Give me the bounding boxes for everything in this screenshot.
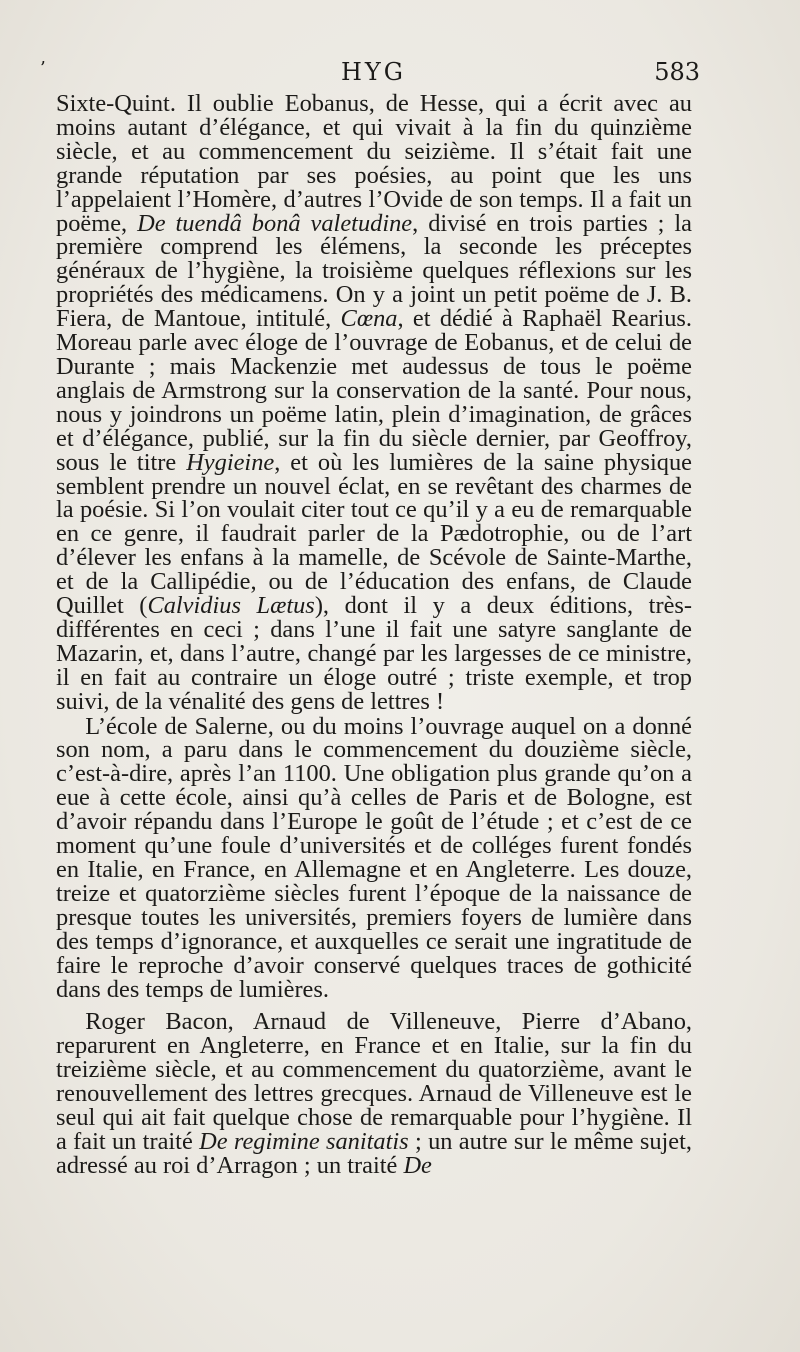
paragraph — [56, 92, 692, 714]
page-number: 583 — [654, 58, 700, 86]
text-run: Sixte-Quint. Il oublie Eobanus, de Hesse, qui a écrit avec au moins autant d’élégance, et qui vivait à la fin du quinzième siècle, et au commencement du seizième. Il s’était fait une grande réputation par ses poésies, au point que les uns l’appelaient l’Homère, d’autres l’Ovide de son temps. Il a fait un poëme, — [56, 90, 692, 237]
italic-title: De tuendâ bonâ valetudine — [137, 209, 413, 237]
italic-title: Hygieine — [186, 448, 275, 476]
paragraph — [56, 1010, 692, 1177]
text-run: Roger Bacon, Arnaud de Villeneuve, Pierre d’Abano, reparurent en Angleterre, en France et en Italie, sur la fin du treizième siècle, et au commencement du quatorzième, avant le renouvellement des lettres grecques. Arnaud de Villeneuve est le seul qui ait fait quelque chose de remarquable pour l’hygiène. Il a fait un traité — [56, 1008, 692, 1155]
paragraph — [56, 712, 692, 1003]
text-run: , et où les lumières de la saine physique semblent prendre un nouvel éclat, en se revêtant des charmes de la poésie. Si l’on voulait citer tout ce qu’il y a eu de remarquable en ce genre, il faudrait parler de la Pædotrophie, ou de l’art d’élever les enfans à la mamelle, de Scévole de Sainte-Marthe, et de la Callipédie, ou de l’éducation des enfans, de Claude Quillet ( — [56, 448, 692, 620]
italic-title: De — [403, 1151, 432, 1179]
text-run: , divisé en trois parties ; la première comprend les élémens, la seconde les préceptes généraux de l’hygiène, la troisième quelques réflexions sur les propriétés des médicamens. On y a joint un petit poëme de J. B. Fiera, de Mantoue, intitulé, — [56, 209, 692, 333]
margin-mark: ’ — [40, 58, 46, 79]
text-run: L’école de Salerne, ou du moins l’ouvrage auquel on a donné son nom, a paru dans le commencement du douzième siècle, c’est-à-dire, après l’an 1100. Une obligation plus grande qu’on a eue à cette école, ainsi qu’à celles de Paris et de Bologne, est d’avoir répandu dans l’Europe le goût de l’étude ; et c’est de ce moment qu’une foule d’universités et de colléges furent fondés en Italie, en France, en Allemagne et en Angleterre. Les douze, treize et quatorzième siècles furent l’époque de la naissance de presque toutes les universités, premiers foyers de lumière dans des temps d’ignorance, et auxquelles ce serait une ingratitude de faire le reproche d’avoir conservé quelques traces de gothicité dans des temps de lumières. — [56, 712, 692, 1003]
italic-title: Cœna — [340, 305, 398, 333]
body-text — [56, 92, 692, 1178]
page-header — [40, 56, 700, 90]
italic-title: De regimine sanitatis — [199, 1127, 409, 1155]
text-run: ), dont il y a deux éditions, très-différentes en ceci ; dans l’une il fait une satyre sanglante de Mazarin, et, dans l’autre, changé par les largesses de ce ministre, il en fait au contraire un éloge outré ; triste exemple, et trop suivi, de la vénalité des gens de lettres ! — [56, 592, 693, 715]
text-run: ; un autre sur le même sujet, adressé au roi d’Arragon ; un traité — [56, 1127, 692, 1179]
running-head: HYG — [341, 58, 406, 86]
italic-title: Calvidius Lætus — [147, 592, 315, 620]
text-run: , et dédié à Raphaël Rearius. Moreau parle avec éloge de l’ouvrage de Eobanus, et de celui de Durante ; mais Mackenzie met audessus de tous le poëme anglais de Armstrong sur la conservation de la santé. Pour nous, nous y joindrons un poëme latin, plein d’imagination, de grâces et d’élégance, publié, sur la fin du siècle dernier, par Geoffroy, sous le titre — [56, 305, 692, 476]
